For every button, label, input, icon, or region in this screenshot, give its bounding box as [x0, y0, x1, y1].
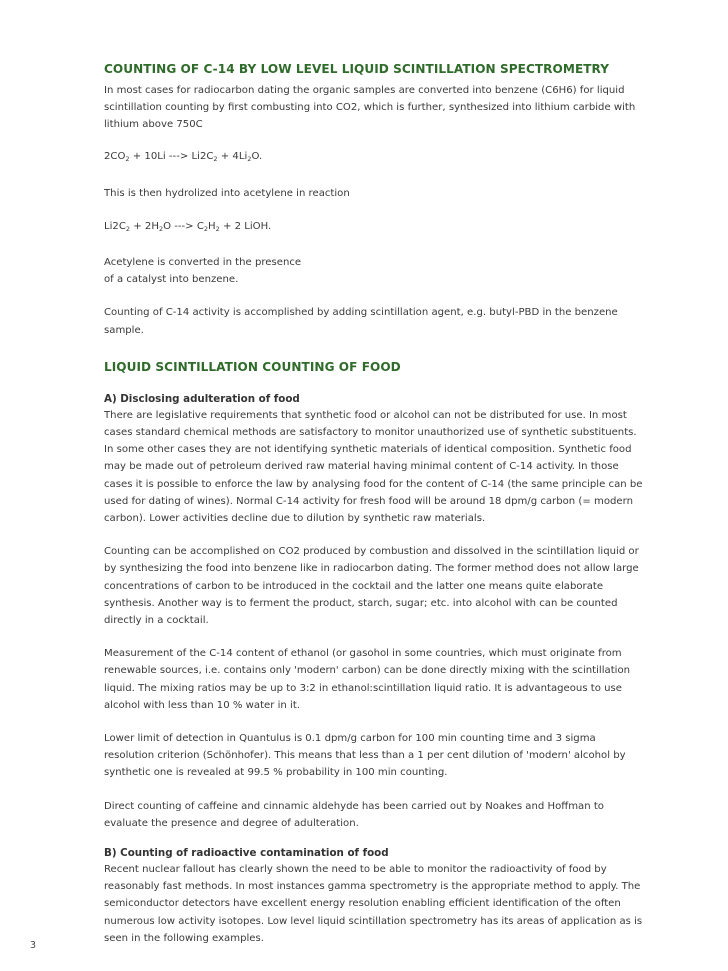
section-heading-food: LIQUID SCINTILLATION COUNTING OF FOOD — [104, 359, 401, 374]
contamination-paragraph-1: Recent nuclear fallout has clearly shown the need to be able to monitor the radioactivity of food by reasonably fast methods. In most instances gamma spectrometry is the appropriate method to apply. The semiconductor detectors have excellent energy resolution enabling efficient identification of the often numerous low activity isotopes. Low level liquid scintillation spectrometry has its areas of application as is seen in the following examples. — [104, 864, 643, 944]
hydrolized-text: This is then hydrolized into acetylene in reaction — [104, 187, 350, 199]
adulteration-paragraph-5: Direct counting of caffeine and cinnamic aldehyde has been carried out by Noakes and Hoffman to evaluate the presence and degree of adulteration. — [104, 800, 604, 829]
equation-acetylene: $Li2C_2 + 2H_2O$ ---> $C_2H_2 + 2$ LiOH. — [104, 220, 272, 233]
adulteration-paragraph-3: Measurement of the C-14 content of ethanol (or gasohol in some countries, which must originate from renewable sources, i.e. contains only 'modern' carbon) can be done directly mixing with the scintillation liquid. The mixing ratios may be up to 3:2 in ethanol:scintillation liquid ratio. It is advantageous to use alcohol with less than 10 % water in it. — [104, 648, 631, 711]
equation-lithium-carbide: $2CO_2 + 10Li$ ---> $Li2C_2 + 4Li_2O$. — [104, 151, 263, 164]
subheading-contamination: B) Counting of radioactive contamination of food — [104, 847, 389, 860]
page-content — [104, 62, 644, 947]
counting-paragraph: Counting of C-14 activity is accomplished by adding scintillation agent, e.g. butyl-PBD in the benzene sample. — [104, 307, 618, 336]
acetylene-paragraph: Acetylene is converted in the presence of a catalyst into benzene. — [104, 257, 302, 286]
adulteration-paragraph-4: Lower limit of detection in Quantulus is 0.1 dpm/g carbon for 100 min counting time and 3 sigma resolution criterion (Schönhofer). This means that less than a 1 per cent dilution of 'modern' alcohol by synthetic one is revealed at 99.5 % probability in 100 min counting. — [104, 733, 626, 779]
page-number: 3 — [30, 940, 37, 951]
adulteration-paragraph-1: There are legislative requirements that synthetic food or alcohol can not be distributed for use. In most cases standard chemical methods are satisfactory to monitor unauthorized use of synthetic substituents. In some other cases they are not identifying synthetic materials of identical composition. Synthetic food may be made out of petroleum derived raw material having minimal content of C-14 activity. In those cases it is possible to enforce the law by analysing food for the content of C-14 (the same principle can be used for dating of wines). Normal C-14 activity for fresh food will be around 18 dpm/g carbon (= modern carbon). Lower activities decline due to dilution by synthetic raw materials. — [104, 409, 643, 525]
subheading-adulteration: A) Disclosing adulteration of food — [104, 392, 300, 405]
adulteration-paragraph-2: Counting can be accomplished on CO2 produced by combustion and dissolved in the scintillation liquid or by synthesizing the food into benzene like in radiocarbon dating. The former method does not allow large concentrations of carbon to be introduced in the cocktail and the latter one means quite elaborate synthesis. Another way is to ferment the product, starch, sugar; etc. into alcohol with can be counted directly in a cocktail. — [104, 546, 639, 627]
section-heading-c14: COUNTING OF C-14 BY LOW LEVEL LIQUID SCINTILLATION SPECTROMETRY — [104, 62, 610, 76]
intro-paragraph: In most cases for radiocarbon dating the organic samples are converted into benzene (C6H6) for liquid scintillation counting by first combusting into CO2, which is further, synthesized into lithium carbide with lithium above 750C — [104, 85, 636, 130]
